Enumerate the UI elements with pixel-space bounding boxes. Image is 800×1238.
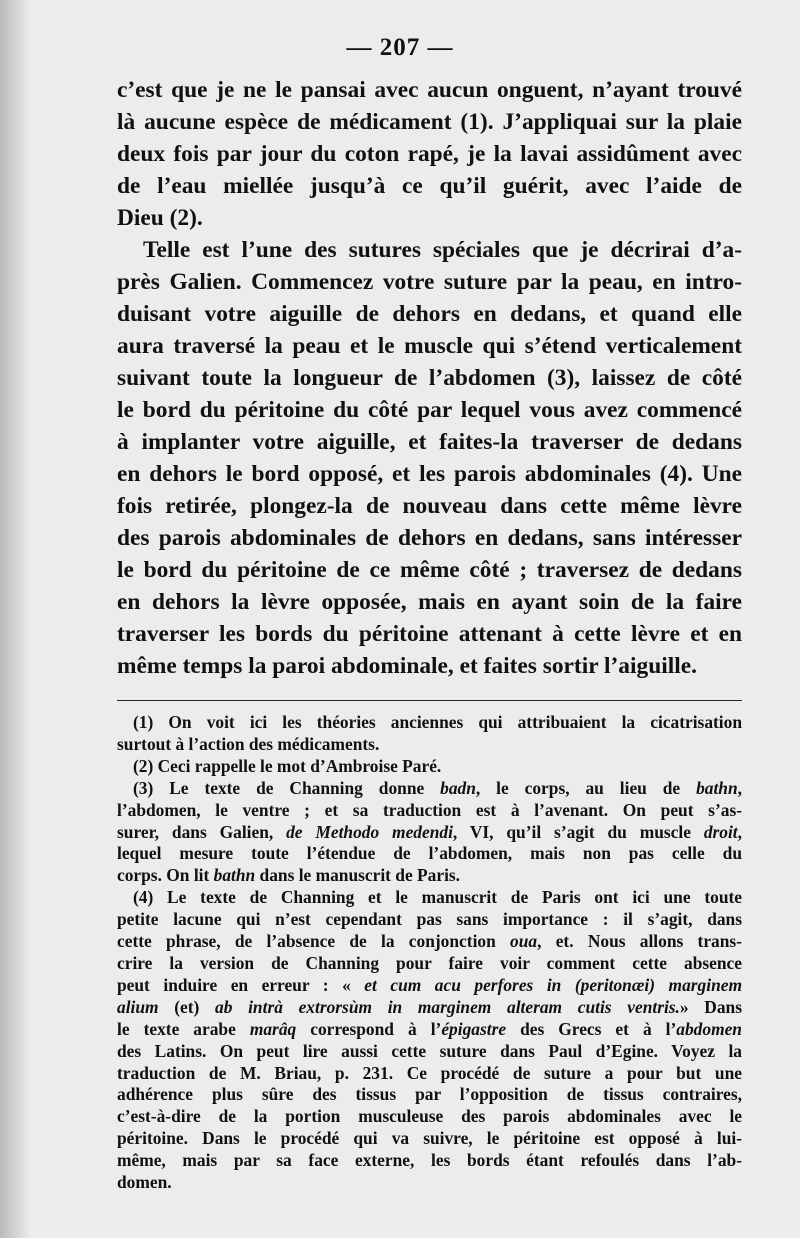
main-text xyxy=(117,74,742,682)
text-line: des parois abdominales de dehors en dedans, sans intéresser xyxy=(117,525,742,551)
text-line: suivant toute la longueur de l’abdomen (3), laissez de côté xyxy=(117,365,742,391)
text-line: près Galien. Commencez votre suture par la peau, en intro- xyxy=(117,269,742,295)
footnote-line: le texte arabe marâq correspond à l’épigastre des Grecs et à l’abdomen xyxy=(117,1018,742,1039)
text-line: à implanter votre aiguille, et faites-la traverser de dedans xyxy=(117,429,742,455)
footnote-line: surer, dans Galien, de Methodo medendi, VI, qu’il s’agit du muscle droit, xyxy=(117,821,742,842)
footnote-line: domen. xyxy=(117,1172,172,1193)
footnote-line: des Latins. On peut lire aussi cette suture dans Paul d’Egine. Voyez la xyxy=(117,1040,742,1061)
page-number: — 207 — xyxy=(346,34,454,61)
text-line: deux fois par jour du coton rapé, je la lavai assidûment avec xyxy=(117,141,742,167)
text-line: aura traversé la peau et le muscle qui s’étend verticalement xyxy=(117,333,742,359)
footnote-line: (1) On voit ici les théories anciennes qui attribuaient la cicatrisation xyxy=(133,712,742,732)
footnote-line: traduction de M. Briau, p. 231. Ce procédé de suture a pour but une xyxy=(117,1062,742,1083)
footnote-line: adhérence plus sûre des tissus par l’opposition de tissus contraires, xyxy=(117,1084,742,1105)
text-line: c’est que je ne le pansai avec aucun onguent, n’ayant trouvé xyxy=(117,77,742,103)
footnote-line: (4) Le texte de Channing et le manuscrit de Paris ont ici une toute xyxy=(133,887,742,908)
text-line: le bord du péritoine de ce même côté ; traversez de dedans xyxy=(117,557,742,583)
footnote-line: alium (et) ab intrà extrorsùm in marginem alteram cutis ventris.» Dans xyxy=(117,996,742,1017)
footnote-line: peut induire en erreur : « et cum acu perfores in (peritonæi) marginem xyxy=(117,974,742,995)
footnote-line: l’abdomen, le ventre ; et sa traduction est à l’avenant. On peut s’as- xyxy=(117,799,742,820)
footnote-line: péritoine. Dans le procédé qui va suivre, le péritoine est opposé à lui- xyxy=(117,1128,742,1149)
text-line: en dehors le bord opposé, et les parois abdominales (4). Une xyxy=(117,461,742,487)
text-line: fois retirée, plongez-la de nouveau dans cette même lèvre xyxy=(117,493,742,519)
text-line: de l’eau miellée jusqu’à ce qu’il guérit, avec l’aide de xyxy=(117,173,742,199)
footnote-line: cette phrase, de l’absence de la conjonction oua, et. Nous allons trans- xyxy=(117,931,742,952)
text-line: duisant votre aiguille de dehors en dedans, et quand elle xyxy=(117,301,742,327)
footnote-line: c’est-à-dire de la portion musculeuse des parois abdominales avec le xyxy=(117,1106,742,1127)
text-line: Dieu (2). xyxy=(117,205,203,231)
footnote-line: corps. On lit bathn dans le manuscrit de Paris. xyxy=(117,865,461,886)
footnote-line: crire la version de Channing pour faire voir comment cette absence xyxy=(117,952,742,973)
text-line: Telle est l’une des sutures spéciales que je décrirai d’a- xyxy=(143,237,742,263)
footnote-line: (3) Le texte de Channing donne badn, le corps, au lieu de bathn, xyxy=(133,777,743,798)
footnotes xyxy=(117,712,742,1194)
text-line: en dehors la lèvre opposée, mais en ayant soin de la faire xyxy=(117,589,742,615)
footnote-line: (2) Ceci rappelle le mot d’Ambroise Paré. xyxy=(133,755,442,776)
page-gutter-shadow xyxy=(0,0,30,1238)
footnote-line: petite lacune qui n’est cependant pas sans importance : il s’agit, dans xyxy=(117,909,742,930)
footnote-line: même, mais par sa face externe, les bords étant refoulés dans l’ab- xyxy=(117,1150,742,1171)
footnote-rule xyxy=(117,700,742,701)
footnote-line: surtout à l’action des médicaments. xyxy=(117,733,380,754)
text-line: le bord du péritoine du côté par lequel vous avez commencé xyxy=(117,397,742,423)
text-line: même temps la paroi abdominale, et faites sortir l’aiguille. xyxy=(117,653,697,679)
text-line: traverser les bords du péritoine attenant à cette lèvre et en xyxy=(117,621,742,647)
footnote-line: lequel mesure toute l’étendue de l’abdomen, mais non pas celle du xyxy=(117,843,742,864)
text-line: là aucune espèce de médicament (1). J’appliquai sur la plaie xyxy=(117,109,742,135)
